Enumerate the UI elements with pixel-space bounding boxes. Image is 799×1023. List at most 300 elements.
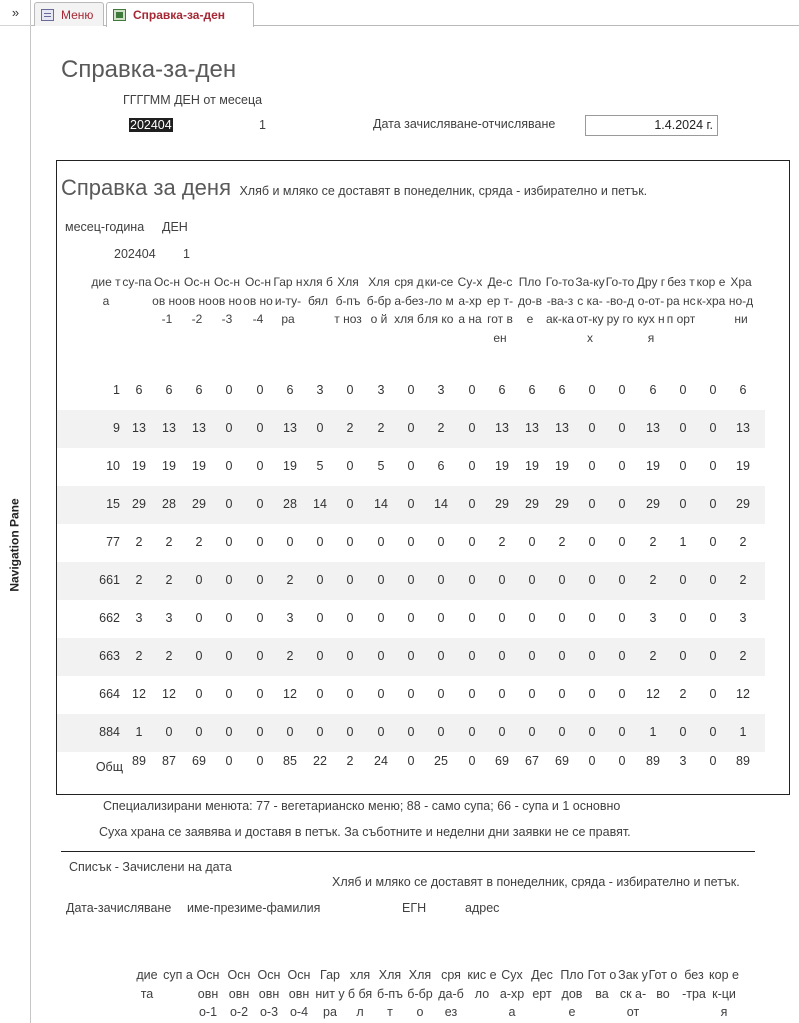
table-cell: 0 <box>407 459 415 473</box>
table-row <box>57 714 765 752</box>
table-cell: 0 <box>558 725 566 739</box>
table-cell: 3 <box>739 611 747 625</box>
table-cell: 2 <box>165 573 173 587</box>
table-cell: 0 <box>225 611 233 625</box>
table-cell: 2 <box>739 649 747 663</box>
table-cell: 0 <box>709 421 717 435</box>
table-cell: 0 <box>407 535 415 549</box>
table-cell: 12 <box>283 687 297 701</box>
table-cell: 0 <box>618 459 626 473</box>
table-cell: 0 <box>709 497 717 511</box>
bottom-column-header: дие та <box>136 968 158 1001</box>
table-cell: 0 <box>709 687 717 701</box>
tab-menu[interactable] <box>34 2 104 26</box>
table-cell: 0 <box>468 573 476 587</box>
report-title: Справка за деня <box>61 175 231 200</box>
total-cell: 24 <box>374 754 388 768</box>
column-header: Пло до-ве <box>517 275 543 327</box>
table-cell: 0 <box>468 725 476 739</box>
report-subtitle: Хляб и мляко се доставят в понеделник, сряда - избирателно и петък. <box>239 184 648 198</box>
table-cell: 0 <box>225 383 233 397</box>
column-header: дие та <box>91 275 121 308</box>
total-cell: 0 <box>468 754 476 768</box>
table-cell: 0 <box>679 383 687 397</box>
table-row <box>57 448 765 486</box>
table-cell: 0 <box>316 649 324 663</box>
table-cell: 0 <box>468 383 476 397</box>
table-cell: 29 <box>736 497 750 511</box>
column-header: Ос-нов но-4 <box>243 275 273 327</box>
report-header <box>61 175 647 201</box>
bottom-column-header: Хля б-път <box>377 968 403 1020</box>
column-header: Гар ни-ту-ра <box>273 275 303 327</box>
total-cell: 69 <box>192 754 206 768</box>
table-cell: 2 <box>135 649 143 663</box>
column-header: без тра нсп орт <box>666 275 696 327</box>
date-field[interactable]: 1.4.2024 г. <box>585 115 718 136</box>
dry-food-note: Суха храна се заявява и доставя в петък. За съботните и неделни дни заявки не се правят. <box>99 825 631 839</box>
enrolled-title: Списък - Зачислени на дата <box>69 860 232 874</box>
table-cell: 0 <box>225 497 233 511</box>
table-cell: 0 <box>407 725 415 739</box>
table-cell: 0 <box>225 573 233 587</box>
table-cell: 0 <box>437 573 445 587</box>
table-cell: 0 <box>225 687 233 701</box>
table-cell: 0 <box>558 687 566 701</box>
table-cell: 12 <box>132 687 146 701</box>
table-cell: 0 <box>679 421 687 435</box>
table-cell: 0 <box>588 497 596 511</box>
column-header: Го-то-во-дру го <box>605 275 635 327</box>
table-cell: 13 <box>283 421 297 435</box>
table-cell: 0 <box>528 611 536 625</box>
bottom-column-header: Осн овн о-1 <box>196 968 220 1020</box>
tab-spravka-label: Справка-за-ден <box>133 8 225 22</box>
table-cell: 0 <box>316 535 324 549</box>
table-cell: 9 <box>113 421 120 435</box>
table-cell: 0 <box>437 649 445 663</box>
table-cell: 3 <box>649 611 657 625</box>
total-cell: 2 <box>346 754 354 768</box>
column-header: Хра но-дни <box>728 275 754 327</box>
table-cell: 0 <box>195 573 203 587</box>
report-icon <box>113 9 126 21</box>
table-cell: 0 <box>618 497 626 511</box>
table-cell: 0 <box>346 497 354 511</box>
table-cell: 0 <box>498 611 506 625</box>
total-cell: 69 <box>555 754 569 768</box>
table-cell: 0 <box>316 573 324 587</box>
total-cell: 69 <box>495 754 509 768</box>
table-cell: 0 <box>377 573 385 587</box>
table-cell: 0 <box>225 535 233 549</box>
table-cell: 2 <box>739 535 747 549</box>
table-cell: 19 <box>283 459 297 473</box>
table-cell: 19 <box>646 459 660 473</box>
table-cell: 0 <box>498 649 506 663</box>
table-cell: 77 <box>106 535 120 549</box>
table-cell: 3 <box>437 383 445 397</box>
column-header: Су-ха-хра на <box>457 275 483 327</box>
report-box <box>56 160 790 795</box>
table-cell: 2 <box>739 573 747 587</box>
divider <box>61 851 755 852</box>
table-cell: 3 <box>165 611 173 625</box>
table-cell: 2 <box>286 573 294 587</box>
total-cell: 0 <box>588 754 596 768</box>
table-cell: 0 <box>256 421 264 435</box>
table-cell: 0 <box>256 459 264 473</box>
table-cell: 0 <box>528 535 536 549</box>
table-cell: 0 <box>618 535 626 549</box>
table-cell: 0 <box>679 611 687 625</box>
column-header: Го-то-ва-зак-ка <box>545 275 575 327</box>
bottom-column-header: сря да-без <box>438 968 464 1020</box>
table-cell: 12 <box>646 687 660 701</box>
bottom-column-header: Дес ерт <box>531 968 553 1001</box>
table-cell: 0 <box>618 649 626 663</box>
table-cell: 29 <box>555 497 569 511</box>
table-cell: 662 <box>99 611 120 625</box>
table-cell: 0 <box>346 535 354 549</box>
table-cell: 1 <box>739 725 747 739</box>
total-cell: 0 <box>256 754 264 768</box>
bottom-column-header: Осн овн о-4 <box>287 968 311 1020</box>
table-cell: 0 <box>195 611 203 625</box>
table-cell: 0 <box>468 497 476 511</box>
total-cell: 89 <box>646 754 660 768</box>
table-cell: 0 <box>618 573 626 587</box>
total-cell: 89 <box>736 754 750 768</box>
table-cell: 0 <box>165 725 173 739</box>
day-value: 1 <box>183 247 190 261</box>
col-name: име-презиме-фамилия <box>187 901 321 915</box>
table-cell: 0 <box>377 611 385 625</box>
total-cell: 0 <box>407 754 415 768</box>
table-cell: 0 <box>618 383 626 397</box>
column-header: Ос-нов но-3 <box>212 275 242 327</box>
table-cell: 0 <box>498 573 506 587</box>
table-cell: 0 <box>437 725 445 739</box>
column-header: ки-се-ло мля ко <box>424 275 454 327</box>
table-cell: 6 <box>649 383 657 397</box>
table-cell: 0 <box>225 725 233 739</box>
table-cell: 0 <box>709 383 717 397</box>
table-cell: 0 <box>225 421 233 435</box>
table-cell: 0 <box>346 649 354 663</box>
enrolled-delivery-note: Хляб и мляко се доставят в понеделник, сряда - избирателно и петък. <box>332 875 740 889</box>
table-cell: 3 <box>316 383 324 397</box>
bottom-column-header: кор ек-ция <box>709 968 739 1020</box>
table-cell: 19 <box>132 459 146 473</box>
table-cell: 661 <box>99 573 120 587</box>
table-cell: 0 <box>346 611 354 625</box>
total-cell: 85 <box>283 754 297 768</box>
table-cell: 0 <box>437 611 445 625</box>
table-cell: 0 <box>346 725 354 739</box>
table-cell: 5 <box>316 459 324 473</box>
total-row <box>57 748 765 786</box>
date-label: Дата зачисляване-отчисляване <box>373 117 556 131</box>
total-cell: 89 <box>132 754 146 768</box>
table-cell: 0 <box>407 573 415 587</box>
table-cell: 14 <box>313 497 327 511</box>
table-cell: 0 <box>528 573 536 587</box>
table-cell: 0 <box>558 573 566 587</box>
table-cell: 0 <box>618 611 626 625</box>
table-cell: 0 <box>468 611 476 625</box>
table-row <box>57 562 765 600</box>
document-tab-bar <box>31 0 799 26</box>
total-cell: Общ <box>95 760 123 774</box>
table-cell: 0 <box>709 535 717 549</box>
table-cell: 0 <box>588 611 596 625</box>
table-cell: 3 <box>286 611 294 625</box>
table-cell: 6 <box>739 383 747 397</box>
table-cell: 0 <box>316 611 324 625</box>
table-cell: 0 <box>377 649 385 663</box>
table-cell: 0 <box>256 687 264 701</box>
table-cell: 2 <box>377 421 385 435</box>
table-cell: 0 <box>407 383 415 397</box>
table-cell: 884 <box>99 725 120 739</box>
table-cell: 0 <box>377 725 385 739</box>
table-cell: 0 <box>407 497 415 511</box>
table-cell: 2 <box>649 649 657 663</box>
bottom-column-header: хля б бял <box>347 968 373 1020</box>
column-header: Де-сер т-гот вен <box>486 275 514 345</box>
table-cell: 0 <box>588 725 596 739</box>
total-cell: 67 <box>525 754 539 768</box>
form-icon <box>41 9 54 21</box>
table-cell: 13 <box>162 421 176 435</box>
table-cell: 0 <box>225 649 233 663</box>
column-header: Хля б-път ноз <box>334 275 362 327</box>
table-cell: 0 <box>558 611 566 625</box>
table-cell: 0 <box>256 649 264 663</box>
col-address: адрес <box>465 901 500 915</box>
ym-field[interactable] <box>129 118 173 132</box>
table-cell: 6 <box>558 383 566 397</box>
bottom-column-header: Осн овн о-2 <box>227 968 251 1020</box>
table-cell: 0 <box>195 687 203 701</box>
ym-value[interactable]: 202404 <box>130 118 172 132</box>
table-cell: 2 <box>346 421 354 435</box>
table-row <box>57 600 765 638</box>
column-header: Хля б-бро й <box>366 275 392 327</box>
bottom-column-header: Сух а-хра <box>499 968 525 1020</box>
table-row <box>57 524 765 562</box>
table-cell: 2 <box>135 535 143 549</box>
table-cell: 19 <box>192 459 206 473</box>
navigation-pane[interactable] <box>0 0 31 1023</box>
total-cell: 0 <box>618 754 626 768</box>
column-header: сря да-без хля б <box>394 275 424 327</box>
table-cell: 0 <box>256 497 264 511</box>
bottom-column-header: Гот ова <box>587 968 617 1001</box>
table-cell: 13 <box>132 421 146 435</box>
expand-nav-icon[interactable]: » <box>0 0 31 26</box>
table-cell: 2 <box>437 421 445 435</box>
bottom-column-header: Гот ово <box>648 968 678 1001</box>
table-cell: 0 <box>588 383 596 397</box>
table-cell: 0 <box>346 383 354 397</box>
day-field[interactable]: 1 <box>259 118 266 132</box>
total-cell: 0 <box>709 754 717 768</box>
table-cell: 663 <box>99 649 120 663</box>
table-cell: 29 <box>646 497 660 511</box>
table-cell: 12 <box>736 687 750 701</box>
total-cell: 25 <box>434 754 448 768</box>
table-cell: 0 <box>407 421 415 435</box>
table-cell: 0 <box>437 535 445 549</box>
table-cell: 2 <box>649 573 657 587</box>
bottom-column-header: кис ело <box>467 968 497 1001</box>
table-cell: 13 <box>646 421 660 435</box>
page-title: Справка-за-ден <box>61 56 237 83</box>
report-canvas <box>31 26 799 1023</box>
column-header: су-па <box>122 275 152 289</box>
table-cell: 664 <box>99 687 120 701</box>
table-cell: 0 <box>709 573 717 587</box>
table-cell: 28 <box>283 497 297 511</box>
table-cell: 2 <box>558 535 566 549</box>
col-date: Дата-зачисляване <box>66 901 172 915</box>
table-row <box>57 486 765 524</box>
column-header: За-кус ка-от-кух <box>575 275 605 345</box>
special-menus-note: Специализирани менюта: 77 - вегетарианско меню; 88 - само супа; 66 - супа и 1 основно <box>103 799 621 813</box>
table-cell: 6 <box>195 383 203 397</box>
table-cell: 6 <box>528 383 536 397</box>
table-cell: 0 <box>256 725 264 739</box>
table-cell: 2 <box>165 535 173 549</box>
table-cell: 2 <box>165 649 173 663</box>
column-header: хля б бял <box>303 275 333 308</box>
table-cell: 0 <box>679 459 687 473</box>
table-cell: 0 <box>528 725 536 739</box>
table-cell: 2 <box>286 649 294 663</box>
ym-label: ГГГГММ ДЕН от месеца <box>123 93 263 107</box>
table-cell: 0 <box>407 687 415 701</box>
table-cell: 0 <box>679 497 687 511</box>
table-cell: 0 <box>498 725 506 739</box>
table-cell: 3 <box>135 611 143 625</box>
table-row <box>57 638 765 676</box>
table-cell: 0 <box>679 573 687 587</box>
bottom-column-header: Хля б-бро <box>407 968 433 1020</box>
table-cell: 0 <box>346 687 354 701</box>
day-label: ДЕН <box>162 220 188 234</box>
table-cell: 0 <box>468 649 476 663</box>
table-cell: 29 <box>525 497 539 511</box>
table-cell: 1 <box>135 725 143 739</box>
table-cell: 13 <box>736 421 750 435</box>
total-cell: 87 <box>162 754 176 768</box>
table-cell: 0 <box>468 421 476 435</box>
tab-menu-label: Меню <box>61 7 94 22</box>
table-cell: 29 <box>192 497 206 511</box>
table-cell: 13 <box>495 421 509 435</box>
table-cell: 6 <box>135 383 143 397</box>
table-cell: 2 <box>498 535 506 549</box>
total-cell: 0 <box>225 754 233 768</box>
table-cell: 0 <box>588 459 596 473</box>
table-cell: 0 <box>588 421 596 435</box>
table-cell: 0 <box>618 421 626 435</box>
navigation-pane-label[interactable]: Navigation Pane <box>8 498 23 592</box>
table-cell: 0 <box>498 687 506 701</box>
table-cell: 19 <box>495 459 509 473</box>
table-cell: 13 <box>192 421 206 435</box>
table-cell: 6 <box>286 383 294 397</box>
table-cell: 0 <box>709 459 717 473</box>
table-cell: 15 <box>106 497 120 511</box>
table-cell: 0 <box>709 611 717 625</box>
table-cell: 14 <box>374 497 388 511</box>
table-cell: 0 <box>407 649 415 663</box>
table-cell: 0 <box>195 725 203 739</box>
bottom-column-header: Пло дов е <box>560 968 584 1020</box>
table-cell: 29 <box>495 497 509 511</box>
column-header: Ос-нов но-1 <box>152 275 182 327</box>
table-cell: 0 <box>346 459 354 473</box>
table-cell: 14 <box>434 497 448 511</box>
table-cell: 0 <box>256 611 264 625</box>
table-cell: 13 <box>555 421 569 435</box>
total-cell: 22 <box>313 754 327 768</box>
table-cell: 0 <box>468 535 476 549</box>
table-cell: 0 <box>256 383 264 397</box>
table-cell: 3 <box>377 383 385 397</box>
table-cell: 29 <box>132 497 146 511</box>
table-cell: 12 <box>162 687 176 701</box>
table-cell: 2 <box>195 535 203 549</box>
table-cell: 0 <box>225 459 233 473</box>
table-cell: 0 <box>256 573 264 587</box>
table-cell: 0 <box>377 687 385 701</box>
table-cell: 0 <box>588 535 596 549</box>
table-cell: 28 <box>162 497 176 511</box>
table-cell: 0 <box>588 687 596 701</box>
table-cell: 0 <box>588 573 596 587</box>
table-cell: 0 <box>528 687 536 701</box>
table-cell: 13 <box>525 421 539 435</box>
month-value: 202404 <box>114 247 156 261</box>
table-cell: 0 <box>709 649 717 663</box>
bottom-column-header: суп а <box>163 968 193 982</box>
table-cell: 0 <box>407 611 415 625</box>
column-header: кор ек-хра <box>696 275 726 308</box>
table-row <box>57 676 765 714</box>
table-cell: 6 <box>498 383 506 397</box>
bottom-column-header: Осн овн о-3 <box>257 968 281 1020</box>
table-cell: 5 <box>377 459 385 473</box>
tab-spravka-za-den[interactable] <box>106 2 254 27</box>
table-cell: 0 <box>195 649 203 663</box>
table-cell: 0 <box>286 535 294 549</box>
table-cell: 0 <box>679 725 687 739</box>
table-cell: 1 <box>113 383 120 397</box>
table-cell: 0 <box>316 421 324 435</box>
table-cell: 19 <box>162 459 176 473</box>
table-cell: 2 <box>679 687 687 701</box>
table-cell: 1 <box>649 725 657 739</box>
table-cell: 0 <box>316 725 324 739</box>
table-cell: 0 <box>679 649 687 663</box>
table-cell: 19 <box>736 459 750 473</box>
table-cell: 0 <box>618 687 626 701</box>
table-cell: 19 <box>555 459 569 473</box>
